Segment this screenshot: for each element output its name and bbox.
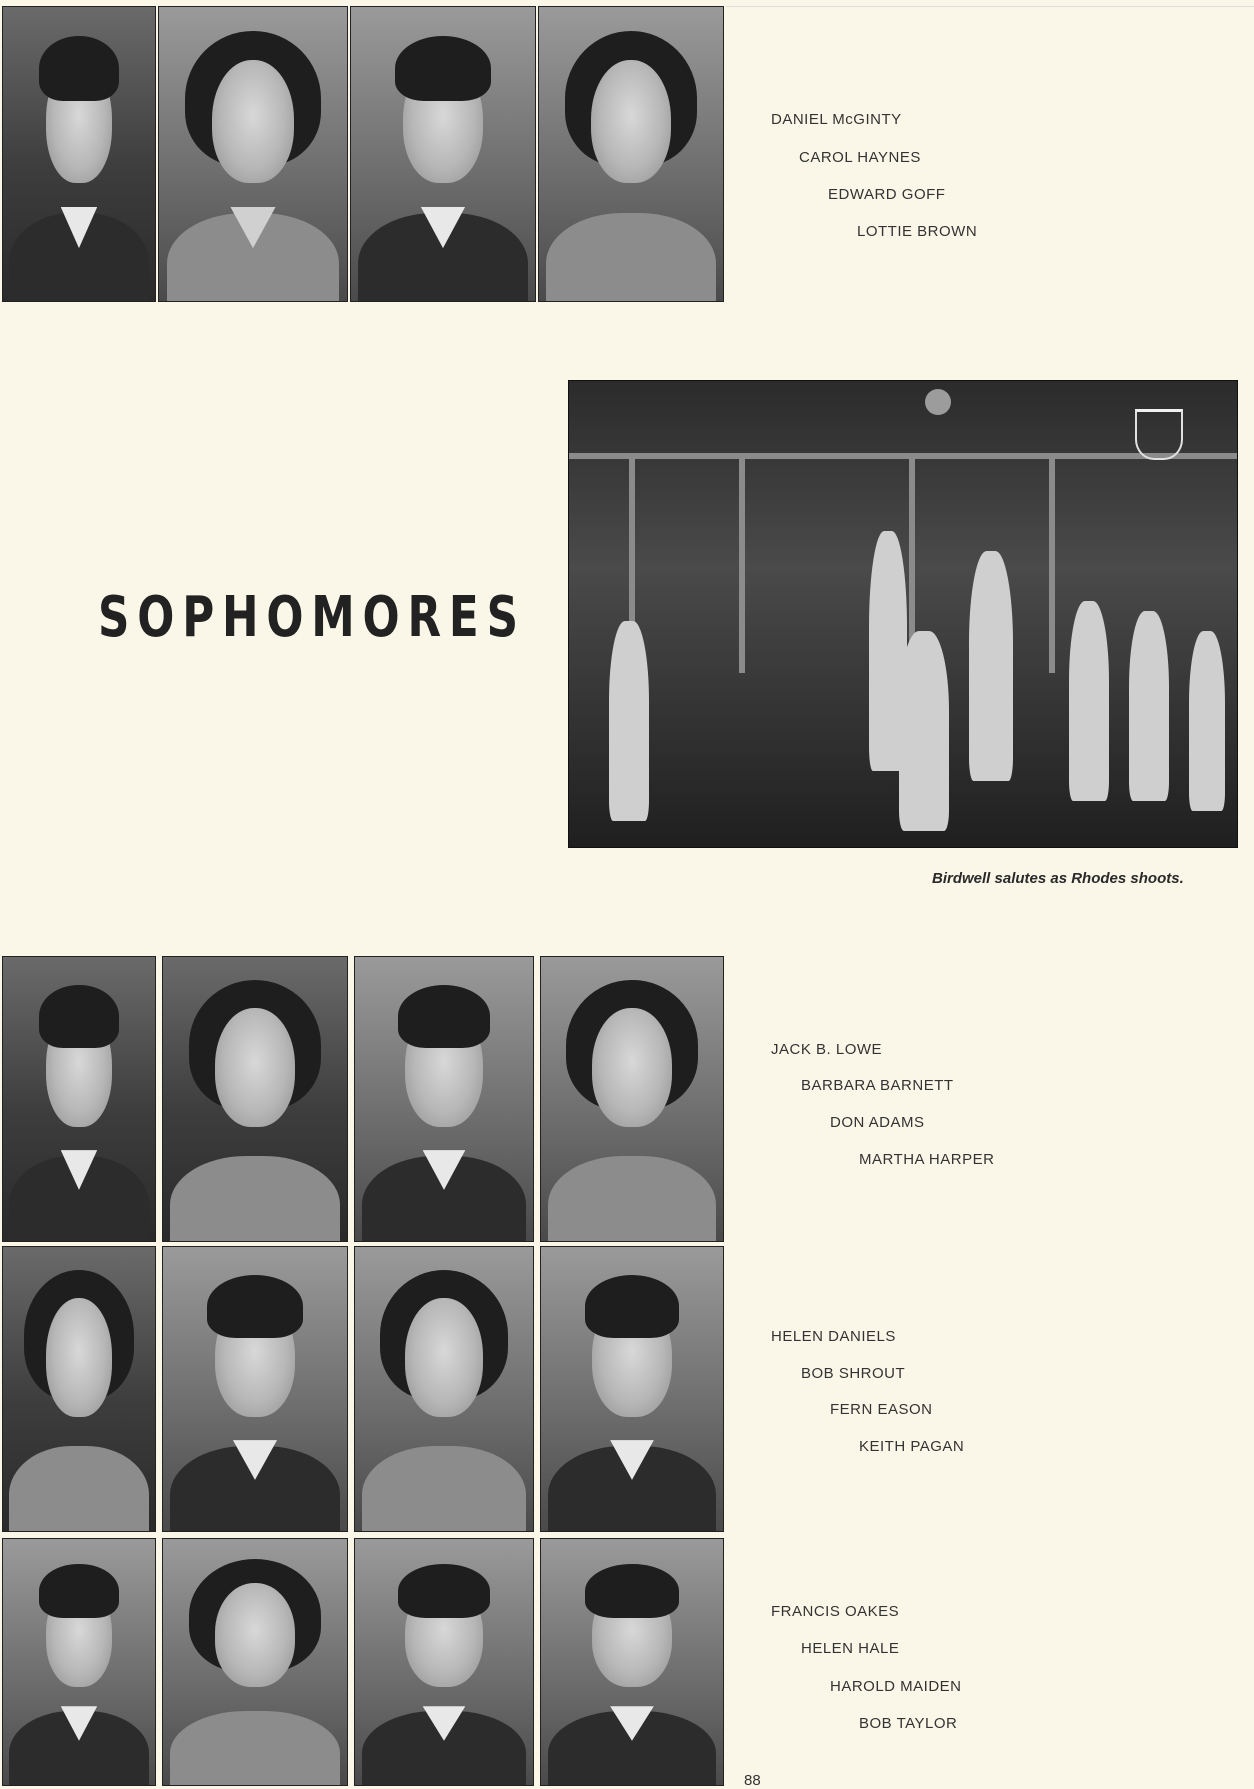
portrait-photo: [2, 1538, 156, 1786]
student-name: BOB TAYLOR: [859, 1715, 958, 1732]
portrait-photo: [540, 1246, 724, 1532]
student-name: EDWARD GOFF: [828, 186, 946, 203]
portrait-photo: [2, 1246, 156, 1532]
portrait-photo: [2, 956, 156, 1242]
portrait-photo: [538, 6, 724, 302]
student-name: HELEN HALE: [801, 1640, 900, 1657]
portrait-photo: [354, 956, 534, 1242]
student-name: MARTHA HARPER: [859, 1151, 995, 1168]
portrait-photo: [162, 956, 348, 1242]
student-name: CAROL HAYNES: [799, 149, 921, 166]
portrait-photo: [354, 1538, 534, 1786]
photo-caption: Birdwell salutes as Rhodes shoots.: [932, 870, 1184, 887]
portrait-photo: [540, 1538, 724, 1786]
student-name: DANIEL McGINTY: [771, 111, 902, 128]
student-name: HAROLD MAIDEN: [830, 1678, 962, 1695]
student-name: BOB SHROUT: [801, 1365, 906, 1382]
student-name: KEITH PAGAN: [859, 1438, 965, 1455]
student-name: BARBARA BARNETT: [801, 1077, 954, 1094]
portrait-photo: [162, 1246, 348, 1532]
portrait-photo: [162, 1538, 348, 1786]
student-name: FERN EASON: [830, 1401, 933, 1418]
student-name: HELEN DANIELS: [771, 1328, 896, 1345]
student-name: JACK B. LOWE: [771, 1041, 883, 1058]
portrait-photo: [2, 6, 156, 302]
student-name: LOTTIE BROWN: [857, 223, 978, 240]
page-number: 88: [744, 1772, 761, 1789]
portrait-photo: [540, 956, 724, 1242]
top-rule: [726, 6, 1254, 7]
portrait-photo: [158, 6, 348, 302]
portrait-photo: [350, 6, 536, 302]
section-title: SOPHOMORES: [98, 585, 526, 650]
student-name: DON ADAMS: [830, 1114, 925, 1131]
basketball-game-photo: [568, 380, 1238, 848]
student-name: FRANCIS OAKES: [771, 1603, 900, 1620]
portrait-photo: [354, 1246, 534, 1532]
